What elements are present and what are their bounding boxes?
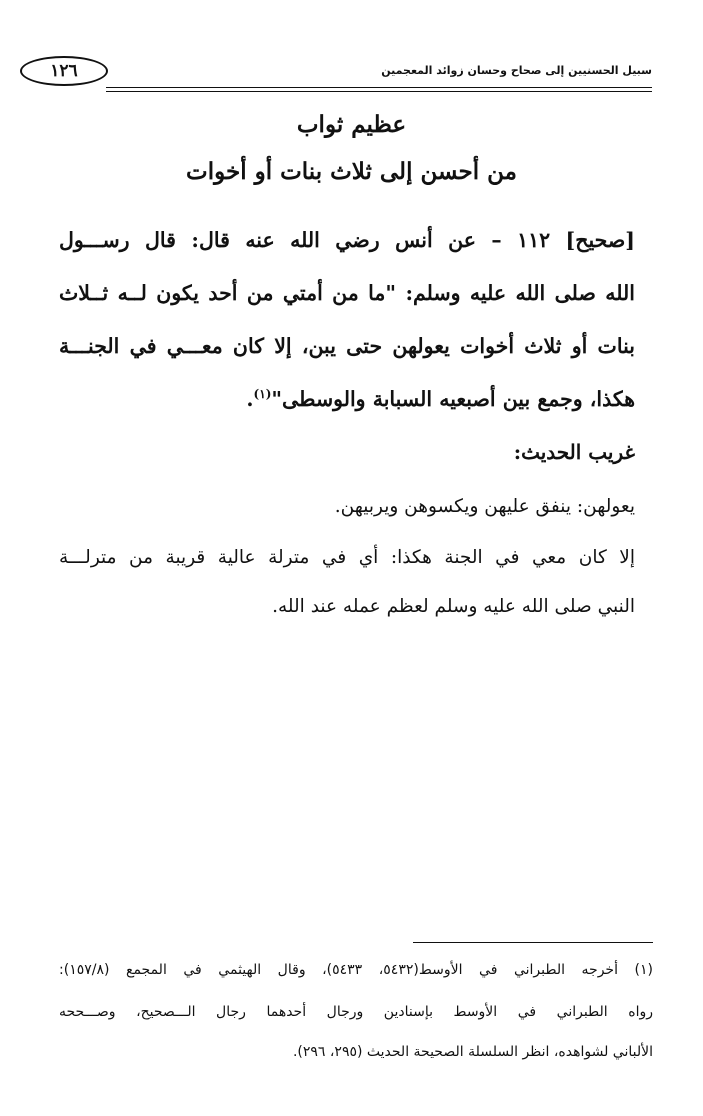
footnote-marker: (١) [253, 387, 272, 402]
page-number: ١٢٦ [20, 56, 108, 86]
hadith-line: بنات أو ثلاث أخوات يعولهن حتى يبن، إلا كان معـــي في الجنـــة [59, 334, 635, 358]
hadith-line-last [246, 387, 635, 411]
footnote-line: (١) أخرجه الطبراني في الأوسط(٥٤٣٢، ٥٤٣٣)، وقال الهيثمي في المجمع (١٥٧/٨): [59, 962, 653, 978]
hadith-line-end: . [246, 387, 254, 411]
gharib-line: يعولهن: ينفق عليهن ويكسوهن ويربيهن. [334, 496, 635, 517]
page-header [20, 56, 652, 90]
gharib-heading: غريب الحديث: [513, 440, 635, 464]
hadith-line: هكذا، وجمع بين أصبعيه السبابة والوسطى" [271, 387, 635, 411]
gharib-line: النبي صلى الله عليه وسلم لعظم عمله عند الله. [272, 596, 635, 617]
chapter-subtitle: من أحسن إلى ثلاث بنات أو أخوات [186, 158, 517, 185]
footnote-line: الألباني لشواهده، انظر السلسلة الصحيحة الحديث (٢٩٥، ٢٩٦). [292, 1044, 653, 1060]
header-rule-bottom [106, 91, 652, 92]
hadith-line: [صحيح] ١١٢ – عن أنس رضي الله عنه قال: قال رســـول [59, 228, 635, 252]
footnote-line: رواه الطبراني في الأوسط بإسنادين ورجال أحدهما رجال الـــصحيح، وصـــححه [59, 1004, 653, 1020]
chapter-title: عظيم ثواب [296, 111, 407, 138]
running-title: سبيل الحسنيين إلى صحاح وحسان زوائد المعجمين [381, 64, 652, 77]
gharib-line: إلا كان معي في الجنة هكذا: أي في مترلة عالية قريبة من مترلـــة [59, 547, 635, 568]
header-rule-top [106, 87, 652, 88]
hadith-line: الله صلى الله عليه وسلم: "ما من أمتي من أحد يكون لــه ثــلاث [59, 281, 635, 305]
footnote-separator [413, 942, 653, 943]
